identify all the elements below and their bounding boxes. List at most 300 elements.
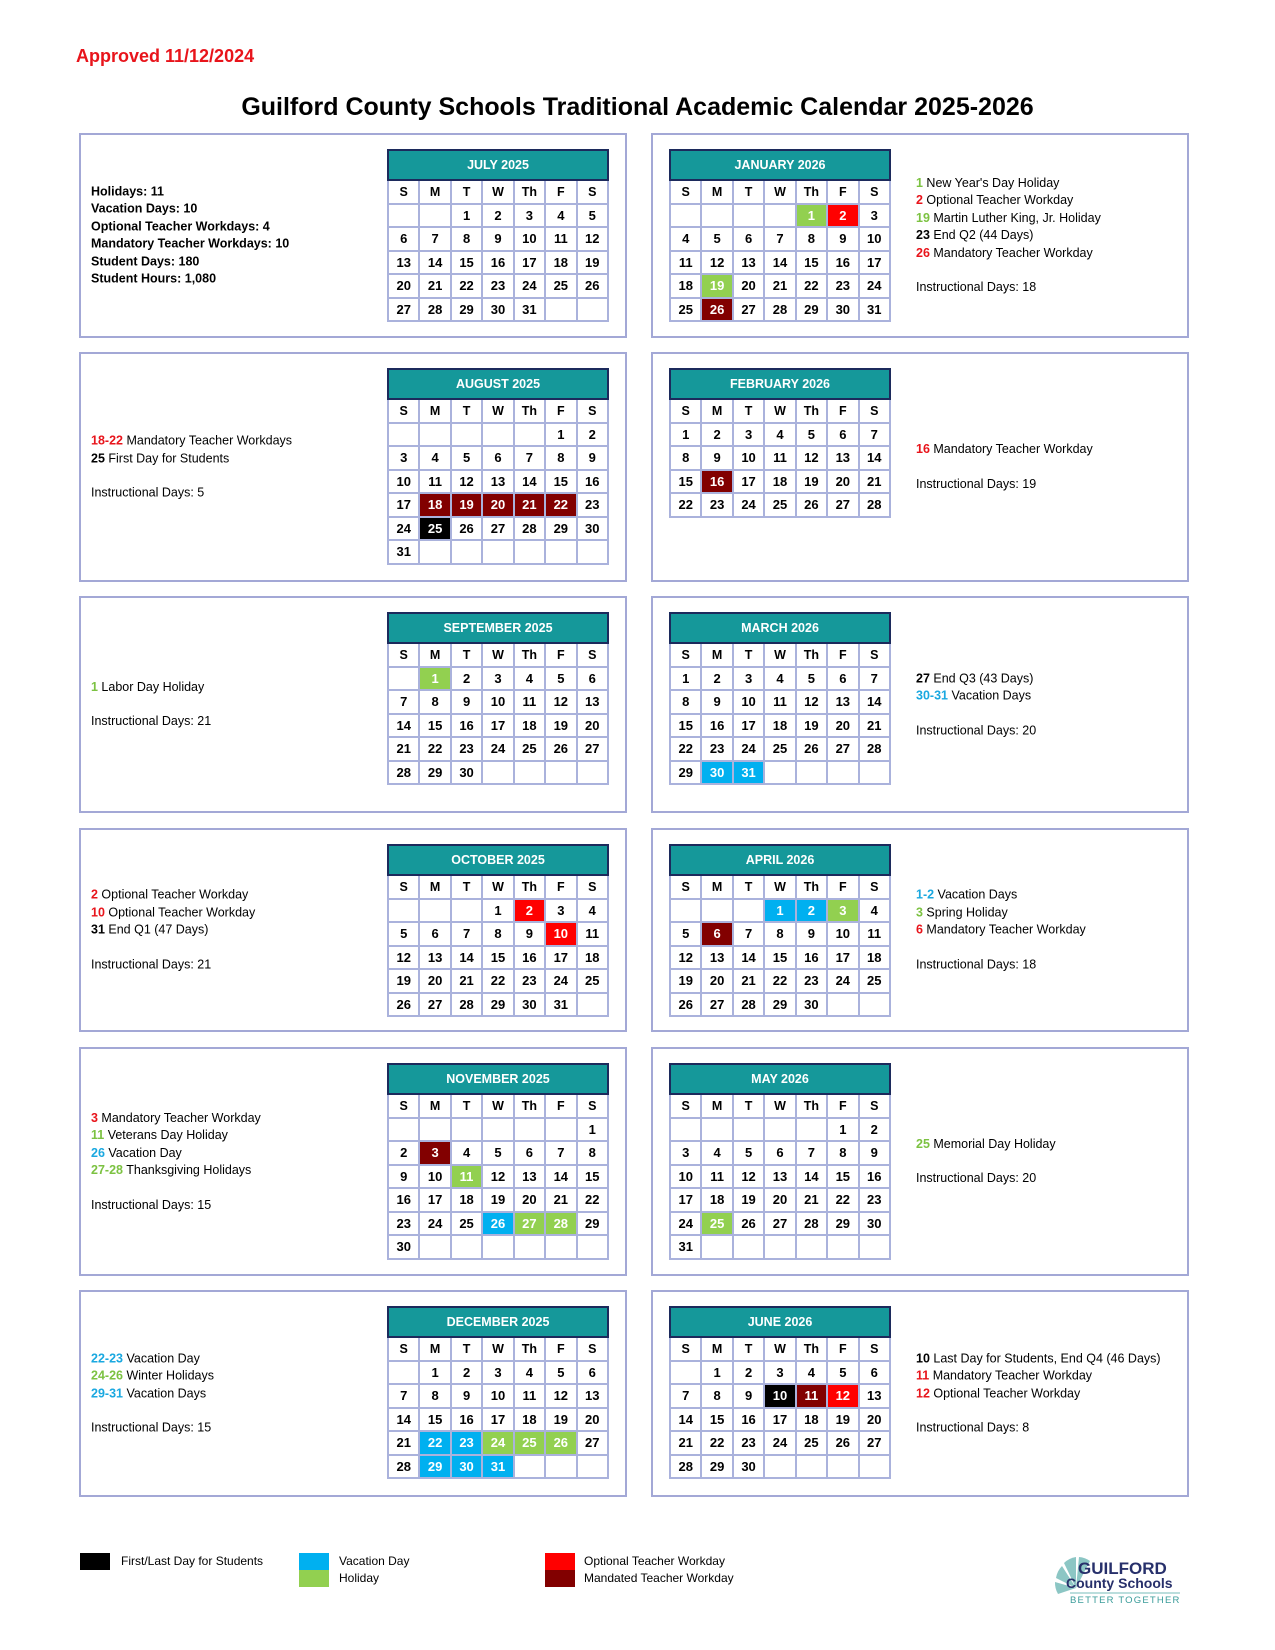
- day-cell: 4: [701, 1141, 732, 1165]
- day-cell: 31: [545, 993, 576, 1017]
- note-line: [91, 183, 381, 201]
- day-cell: 13: [577, 690, 608, 714]
- day-cell: 6: [764, 1141, 795, 1165]
- day-cell: 8: [451, 227, 482, 251]
- day-cell: 5: [388, 922, 419, 946]
- day-cell: 23: [577, 493, 608, 517]
- day-cell: 24: [545, 969, 576, 993]
- weekday-label: W: [482, 1337, 513, 1361]
- weekday-label: S: [388, 399, 419, 423]
- calendar-wrapper: [387, 844, 609, 1017]
- day-cell: 15: [827, 1165, 858, 1189]
- day-cell-optional: 10: [545, 922, 576, 946]
- month-header: JUNE 2026: [670, 1307, 890, 1337]
- day-cell-vacation: 23: [451, 1431, 482, 1455]
- month-header: JANUARY 2026: [670, 150, 890, 180]
- note-date: 10: [91, 905, 105, 919]
- calendar-wrapper: [669, 612, 891, 785]
- day-cell: 26: [451, 517, 482, 541]
- calendar-wrapper: [387, 149, 609, 322]
- day-cell: 5: [577, 204, 608, 228]
- day-cell: 23: [388, 1212, 419, 1236]
- day-cell: 20: [859, 1408, 890, 1432]
- note-date: 1: [916, 175, 923, 190]
- day-cell: 19: [796, 714, 827, 738]
- week-row: [388, 540, 608, 564]
- day-cell: 5: [827, 1361, 858, 1385]
- month-header: NOVEMBER 2025: [388, 1064, 608, 1094]
- day-cell: 1: [482, 899, 513, 923]
- day-cell: 15: [451, 251, 482, 275]
- week-row: [388, 274, 608, 298]
- day-cell: 8: [796, 227, 827, 251]
- week-row: [670, 969, 890, 993]
- day-cell: 19: [545, 1408, 576, 1432]
- day-cell: 25: [859, 969, 890, 993]
- calendar-jul: [387, 149, 609, 322]
- day-cell: 22: [670, 493, 701, 517]
- empty-cell: [514, 1235, 545, 1259]
- note-date: 12: [916, 1386, 930, 1400]
- empty-cell: [827, 1455, 858, 1479]
- day-cell: 24: [764, 1431, 795, 1455]
- day-cell: 11: [577, 922, 608, 946]
- weekday-label: M: [701, 643, 732, 667]
- day-cell: 12: [796, 690, 827, 714]
- day-cell: 9: [482, 227, 513, 251]
- day-cell: 16: [796, 946, 827, 970]
- week-row: [670, 274, 890, 298]
- day-cell: 30: [388, 1235, 419, 1259]
- calendar-apr: [669, 844, 891, 1017]
- empty-cell: [701, 1235, 732, 1259]
- day-cell-mandated: 19: [451, 493, 482, 517]
- week-row: [388, 227, 608, 251]
- day-cell: 2: [451, 667, 482, 691]
- note-date: 23: [916, 228, 930, 242]
- day-cell: 9: [827, 227, 858, 251]
- day-cell: 4: [514, 1361, 545, 1385]
- note-line: [91, 236, 381, 254]
- day-cell: 30: [796, 993, 827, 1017]
- day-cell: 2: [701, 667, 732, 691]
- note-line: [91, 1350, 381, 1368]
- day-cell: 29: [670, 761, 701, 785]
- day-cell: 18: [859, 946, 890, 970]
- day-cell: 29: [827, 1212, 858, 1236]
- note-text: Vacation Day: [122, 1351, 200, 1365]
- weekday-label: Th: [796, 180, 827, 204]
- note-text: Instructional Days: 21: [91, 957, 212, 971]
- note-text: Optional Teacher Workday: [104, 905, 256, 919]
- note-line: [91, 1144, 381, 1162]
- empty-cell: [545, 540, 576, 564]
- day-cell: 3: [482, 1361, 513, 1385]
- legend-optional: Optional Teacher Workday: [584, 1554, 725, 1568]
- note-line: [91, 253, 381, 271]
- day-cell: 12: [577, 227, 608, 251]
- weekday-label: S: [670, 1337, 701, 1361]
- day-cell: 20: [419, 969, 450, 993]
- weekday-label: S: [859, 643, 890, 667]
- day-cell: 18: [701, 1188, 732, 1212]
- month-header: AUGUST 2025: [388, 369, 608, 399]
- day-cell: 9: [796, 922, 827, 946]
- weekday-label: S: [670, 643, 701, 667]
- month-notes: [916, 441, 1186, 493]
- weekday-row: [388, 1337, 608, 1361]
- day-cell: 11: [859, 922, 890, 946]
- note-date: 3: [91, 1110, 98, 1125]
- empty-cell: [764, 761, 795, 785]
- day-cell: 15: [670, 714, 701, 738]
- month-panel-jan: [651, 133, 1189, 338]
- day-cell: 9: [733, 1384, 764, 1408]
- note-text: Instructional Days: 18: [916, 957, 1037, 971]
- weekday-label: S: [859, 875, 890, 899]
- weekday-row: [670, 1094, 890, 1118]
- day-cell: 13: [733, 251, 764, 275]
- day-cell: 4: [859, 899, 890, 923]
- calendar-nov: [387, 1063, 609, 1260]
- day-cell: 18: [764, 470, 795, 494]
- day-cell: 5: [796, 667, 827, 691]
- day-cell: 15: [482, 946, 513, 970]
- day-cell: 20: [764, 1188, 795, 1212]
- day-cell: 29: [419, 761, 450, 785]
- empty-cell: [482, 761, 513, 785]
- week-row: [388, 922, 608, 946]
- day-cell: 7: [388, 1384, 419, 1408]
- weekday-label: F: [827, 399, 858, 423]
- day-cell: 2: [482, 204, 513, 228]
- note-text: End Q1 (47 Days): [104, 922, 209, 937]
- empty-cell: [859, 993, 890, 1017]
- day-cell: 26: [733, 1212, 764, 1236]
- empty-cell: [419, 204, 450, 228]
- week-row: [670, 1118, 890, 1142]
- week-row: [388, 1235, 608, 1259]
- empty-cell: [764, 1455, 795, 1479]
- week-row: [388, 1165, 608, 1189]
- day-cell-holiday: 19: [701, 274, 732, 298]
- week-row: [388, 493, 608, 517]
- calendar-mar: [669, 612, 891, 785]
- weekday-label: F: [545, 399, 576, 423]
- week-row: [388, 1141, 608, 1165]
- calendar-wrapper: [387, 368, 609, 565]
- summary-stat: Mandatory Teacher Workdays: 10: [91, 236, 290, 251]
- empty-cell: [388, 1118, 419, 1142]
- day-cell: 30: [451, 761, 482, 785]
- day-cell-vacation: 30: [701, 761, 732, 785]
- empty-cell: [827, 993, 858, 1017]
- page-title: Guilford County Schools Traditional Academic Calendar 2025-2026: [241, 93, 1034, 121]
- day-cell: 6: [733, 227, 764, 251]
- weekday-label: T: [451, 643, 482, 667]
- day-cell: 17: [764, 1408, 795, 1432]
- empty-cell: [388, 204, 419, 228]
- day-cell: 21: [670, 1431, 701, 1455]
- day-cell: 27: [577, 1431, 608, 1455]
- day-cell: 1: [419, 1361, 450, 1385]
- day-cell: 4: [451, 1141, 482, 1165]
- day-cell: 13: [482, 470, 513, 494]
- month-header: OCTOBER 2025: [388, 845, 608, 875]
- day-cell: 31: [388, 540, 419, 564]
- day-cell: 2: [859, 1118, 890, 1142]
- day-cell: 10: [670, 1165, 701, 1189]
- day-cell: 13: [701, 946, 732, 970]
- weekday-label: S: [859, 180, 890, 204]
- empty-cell: [545, 1118, 576, 1142]
- day-cell: 27: [577, 737, 608, 761]
- weekday-label: W: [764, 1337, 795, 1361]
- week-row: [670, 423, 890, 447]
- day-cell-mandated: 18: [419, 493, 450, 517]
- day-cell: 4: [514, 667, 545, 691]
- day-cell: 15: [796, 251, 827, 275]
- day-cell: 3: [733, 423, 764, 447]
- day-cell: 8: [419, 690, 450, 714]
- week-row: [670, 690, 890, 714]
- empty-cell: [577, 993, 608, 1017]
- weekday-label: S: [388, 1337, 419, 1361]
- note-date: 27-28: [91, 1162, 123, 1177]
- day-cell: 24: [388, 517, 419, 541]
- day-cell: 25: [577, 969, 608, 993]
- note-line: [91, 1196, 381, 1214]
- weekday-row: [388, 180, 608, 204]
- day-cell-mandated: 22: [545, 493, 576, 517]
- note-line: [91, 1162, 381, 1180]
- day-cell: 23: [701, 737, 732, 761]
- day-cell: 27: [827, 737, 858, 761]
- day-cell: 28: [859, 493, 890, 517]
- note-text: Optional Teacher Workday: [97, 887, 249, 902]
- weekday-label: Th: [514, 180, 545, 204]
- empty-cell: [796, 761, 827, 785]
- week-row: [388, 251, 608, 275]
- day-cell: 11: [419, 470, 450, 494]
- day-cell: 16: [859, 1165, 890, 1189]
- weekday-label: W: [764, 399, 795, 423]
- empty-cell: [733, 1118, 764, 1142]
- month-panel-jul: [79, 133, 627, 338]
- day-cell: 5: [545, 667, 576, 691]
- day-cell-mandated: 11: [796, 1384, 827, 1408]
- note-line: [916, 175, 1186, 193]
- day-cell: 22: [827, 1188, 858, 1212]
- day-cell-mandated: 6: [701, 922, 732, 946]
- empty-cell: [388, 667, 419, 691]
- day-cell-optional: 2: [514, 899, 545, 923]
- day-cell: 27: [388, 298, 419, 322]
- note-line: [91, 201, 381, 219]
- day-cell: 25: [514, 737, 545, 761]
- note-text: Mandatory Teacher Workdays: [122, 433, 293, 448]
- weekday-label: S: [577, 643, 608, 667]
- day-cell: 10: [482, 690, 513, 714]
- note-date: 1: [91, 679, 98, 694]
- day-cell: 18: [796, 1408, 827, 1432]
- note-line: [91, 1420, 381, 1438]
- day-cell: 28: [388, 1455, 419, 1479]
- weekday-label: Th: [796, 399, 827, 423]
- empty-cell: [859, 761, 890, 785]
- day-cell: 29: [796, 298, 827, 322]
- day-cell: 27: [859, 1431, 890, 1455]
- weekday-label: S: [577, 399, 608, 423]
- day-cell: 17: [419, 1188, 450, 1212]
- week-row: [670, 993, 890, 1017]
- empty-cell: [577, 1235, 608, 1259]
- weekday-label: Th: [796, 1094, 827, 1118]
- day-cell: 22: [577, 1188, 608, 1212]
- empty-cell: [514, 1455, 545, 1479]
- note-line: [916, 887, 1186, 905]
- note-line: [916, 192, 1186, 210]
- calendar-may: [669, 1063, 891, 1260]
- week-row: [670, 1455, 890, 1479]
- week-row: [670, 667, 890, 691]
- weekday-label: T: [451, 1337, 482, 1361]
- day-cell-vacation: 29: [419, 1455, 450, 1479]
- day-cell: 2: [388, 1141, 419, 1165]
- note-line: [916, 904, 1186, 922]
- empty-cell: [451, 1235, 482, 1259]
- day-cell: 16: [514, 946, 545, 970]
- weekday-label: F: [827, 875, 858, 899]
- day-cell: 21: [388, 1431, 419, 1455]
- weekday-label: W: [764, 180, 795, 204]
- weekday-label: T: [451, 1094, 482, 1118]
- day-cell: 8: [545, 446, 576, 470]
- weekday-label: S: [577, 180, 608, 204]
- weekday-label: Th: [514, 1337, 545, 1361]
- note-line: [91, 904, 381, 922]
- month-panel-nov: [79, 1047, 627, 1276]
- empty-cell: [670, 1361, 701, 1385]
- day-cell: 27: [482, 517, 513, 541]
- day-cell: 15: [419, 714, 450, 738]
- day-cell: 11: [670, 251, 701, 275]
- day-cell: 26: [577, 274, 608, 298]
- empty-cell: [701, 899, 732, 923]
- note-line: [916, 1170, 1186, 1188]
- note-date: 3: [916, 905, 923, 919]
- note-date: 26: [91, 1145, 105, 1160]
- weekday-label: M: [419, 180, 450, 204]
- day-cell: 24: [733, 737, 764, 761]
- day-cell: 25: [545, 274, 576, 298]
- note-text: Vacation Day: [104, 1145, 182, 1160]
- day-cell: 26: [827, 1431, 858, 1455]
- weekday-label: T: [733, 1337, 764, 1361]
- weekday-label: F: [545, 180, 576, 204]
- day-cell: 14: [514, 470, 545, 494]
- day-cell: 17: [733, 470, 764, 494]
- note-spacer: [91, 1179, 381, 1196]
- note-line: [916, 956, 1186, 974]
- weekday-label: M: [419, 399, 450, 423]
- day-cell: 10: [482, 1384, 513, 1408]
- note-text: Vacation Days: [947, 688, 1032, 703]
- empty-cell: [451, 423, 482, 447]
- day-cell: 12: [733, 1165, 764, 1189]
- day-cell: 7: [388, 690, 419, 714]
- day-cell: 10: [733, 690, 764, 714]
- note-line: [916, 670, 1186, 688]
- day-cell-mandated: 3: [419, 1141, 450, 1165]
- note-text: Veterans Day Holiday: [104, 1127, 228, 1142]
- note-line: [916, 687, 1186, 705]
- note-line: [916, 1385, 1186, 1403]
- weekday-label: S: [577, 1337, 608, 1361]
- day-cell: 28: [419, 298, 450, 322]
- week-row: [388, 446, 608, 470]
- empty-cell: [388, 1361, 419, 1385]
- day-cell: 16: [577, 470, 608, 494]
- weekday-label: M: [419, 1094, 450, 1118]
- day-cell: 6: [419, 922, 450, 946]
- day-cell: 29: [577, 1212, 608, 1236]
- note-line: [91, 432, 381, 450]
- day-cell: 6: [514, 1141, 545, 1165]
- week-row: [670, 251, 890, 275]
- week-row: [388, 737, 608, 761]
- legend-first: First/Last Day for Students: [121, 1554, 264, 1568]
- empty-cell: [482, 1235, 513, 1259]
- day-cell: 12: [701, 251, 732, 275]
- month-header: MARCH 2026: [670, 613, 890, 643]
- day-cell-holiday: 1: [796, 204, 827, 228]
- week-row: [388, 1188, 608, 1212]
- weekday-label: M: [701, 180, 732, 204]
- day-cell: 23: [451, 737, 482, 761]
- weekday-label: S: [388, 875, 419, 899]
- svg-text:County Schools: County Schools: [1066, 1575, 1173, 1591]
- note-text: Instructional Days: 5: [91, 485, 205, 500]
- weekday-row: [670, 180, 890, 204]
- weekday-label: T: [451, 875, 482, 899]
- day-cell: 5: [701, 227, 732, 251]
- day-cell: 19: [545, 714, 576, 738]
- note-line: [91, 450, 381, 468]
- empty-cell: [545, 1235, 576, 1259]
- day-cell-mandated: 20: [482, 493, 513, 517]
- weekday-row: [670, 643, 890, 667]
- note-text: Optional Teacher Workday: [922, 193, 1074, 207]
- month-notes: [91, 1350, 381, 1437]
- day-cell: 1: [577, 1118, 608, 1142]
- day-cell: 24: [827, 969, 858, 993]
- empty-cell: [482, 1118, 513, 1142]
- weekday-label: F: [545, 875, 576, 899]
- empty-cell: [514, 1118, 545, 1142]
- day-cell: 6: [827, 667, 858, 691]
- day-cell: 21: [859, 470, 890, 494]
- legend-holiday: Holiday: [339, 1571, 380, 1585]
- day-cell: 15: [670, 470, 701, 494]
- calendar-wrapper: [669, 1063, 891, 1260]
- weekday-label: S: [388, 180, 419, 204]
- month-panel-sep: [79, 596, 627, 813]
- day-cell-holiday: 24: [482, 1431, 513, 1455]
- empty-cell: [451, 540, 482, 564]
- day-cell: 28: [451, 993, 482, 1017]
- week-row: [670, 1361, 890, 1385]
